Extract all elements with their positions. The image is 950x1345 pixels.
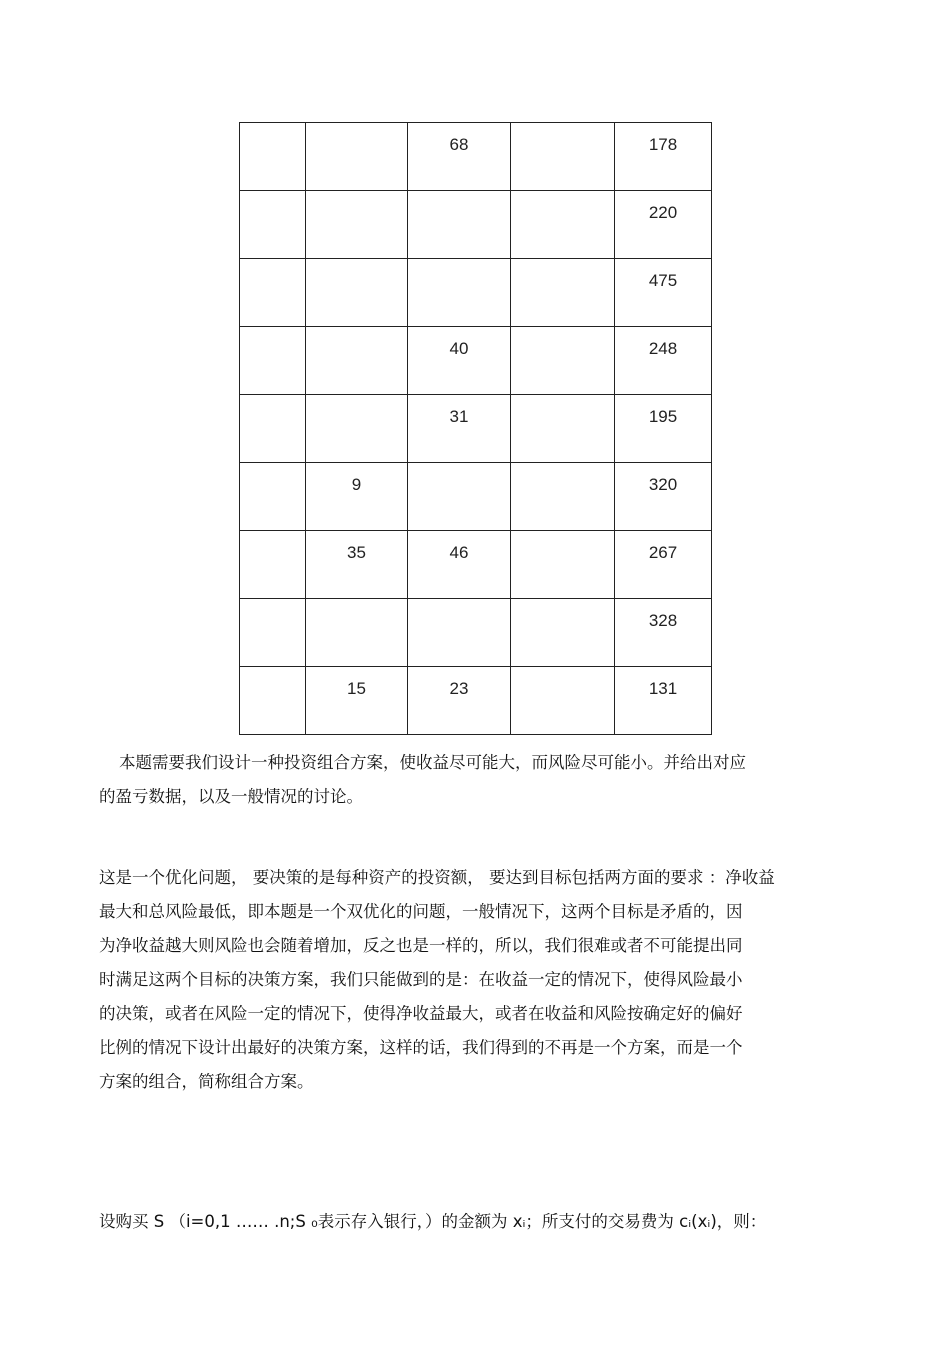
table-cell: 320 xyxy=(615,463,712,531)
table-cell xyxy=(240,327,306,395)
table-cell xyxy=(240,463,306,531)
definition-paragraph xyxy=(99,1205,859,1239)
intro-paragraph xyxy=(99,746,859,814)
table-cell: 195 xyxy=(615,395,712,463)
table-row xyxy=(240,599,712,667)
data-table xyxy=(239,122,712,735)
table-cell xyxy=(306,395,408,463)
text-line: 方案的组合，简称组合方案。 xyxy=(99,1072,314,1091)
table-cell: 267 xyxy=(615,531,712,599)
analysis-paragraph xyxy=(99,861,859,1099)
table-row xyxy=(240,667,712,735)
table-cell xyxy=(511,191,615,259)
table-cell xyxy=(408,191,511,259)
table-cell xyxy=(306,259,408,327)
table-cell xyxy=(240,123,306,191)
table-cell xyxy=(240,667,306,735)
table-cell xyxy=(240,395,306,463)
table-cell: 131 xyxy=(615,667,712,735)
table-cell: 475 xyxy=(615,259,712,327)
table-cell: 31 xyxy=(408,395,511,463)
table-cell: 46 xyxy=(408,531,511,599)
table-cell: 15 xyxy=(306,667,408,735)
table-cell xyxy=(511,123,615,191)
table-cell xyxy=(511,327,615,395)
text-line: 本题需要我们设计一种投资组合方案，使收益尽可能大，而风险尽可能小。并给出对应 xyxy=(119,753,746,772)
text-line: 最大和总风险最低，即本题是一个双优化的问题，一般情况下，这两个目标是矛盾的，因 xyxy=(99,902,743,921)
table-cell xyxy=(511,599,615,667)
table-row xyxy=(240,531,712,599)
table-cell xyxy=(240,259,306,327)
table-cell: 68 xyxy=(408,123,511,191)
text-line: 这是一个优化问题， 要决策的是每种资产的投资额， 要达到目标包括两方面的要求 ：净收益 xyxy=(99,868,775,887)
table-cell xyxy=(306,123,408,191)
table-cell xyxy=(408,463,511,531)
table-cell xyxy=(511,667,615,735)
table-cell: 328 xyxy=(615,599,712,667)
table-cell xyxy=(306,191,408,259)
text-line: 比例的情况下设计出最好的决策方案，这样的话，我们得到的不再是一个方案，而是一个 xyxy=(99,1038,743,1057)
table-cell xyxy=(306,599,408,667)
table-cell xyxy=(408,599,511,667)
table-cell: 220 xyxy=(615,191,712,259)
table-cell xyxy=(240,531,306,599)
table-row xyxy=(240,259,712,327)
table-row xyxy=(240,463,712,531)
table-cell xyxy=(511,395,615,463)
table-row xyxy=(240,123,712,191)
table-cell xyxy=(511,463,615,531)
table-row xyxy=(240,191,712,259)
table-cell: 248 xyxy=(615,327,712,395)
table-cell xyxy=(408,259,511,327)
text-line: 为净收益越大则风险也会随着增加，反之也是一样的，所以，我们很难或者不可能提出同 xyxy=(99,936,743,955)
table-cell: 23 xyxy=(408,667,511,735)
table-cell: 35 xyxy=(306,531,408,599)
table-cell: 9 xyxy=(306,463,408,531)
table-row xyxy=(240,327,712,395)
table-cell xyxy=(240,191,306,259)
text-line: 时满足这两个目标的决策方案，我们只能做到的是：在收益一定的情况下，使得风险最小 xyxy=(99,970,743,989)
table-cell xyxy=(511,531,615,599)
text-line: 的盈亏数据，以及一般情况的讨论。 xyxy=(99,787,363,806)
table-row xyxy=(240,395,712,463)
table-cell: 178 xyxy=(615,123,712,191)
table-cell xyxy=(306,327,408,395)
table-cell: 40 xyxy=(408,327,511,395)
table-cell xyxy=(240,599,306,667)
text-line: 的决策，或者在风险一定的情况下，使得净收益最大，或者在收益和风险按确定好的偏好 xyxy=(99,1004,743,1023)
text-line: 设购买 S （i=0,1 …… .n;S ₀表示存入银行，）的金额为 xᵢ；所支付的交易费为 cᵢ(xᵢ)，则： xyxy=(99,1212,767,1231)
table-cell xyxy=(511,259,615,327)
